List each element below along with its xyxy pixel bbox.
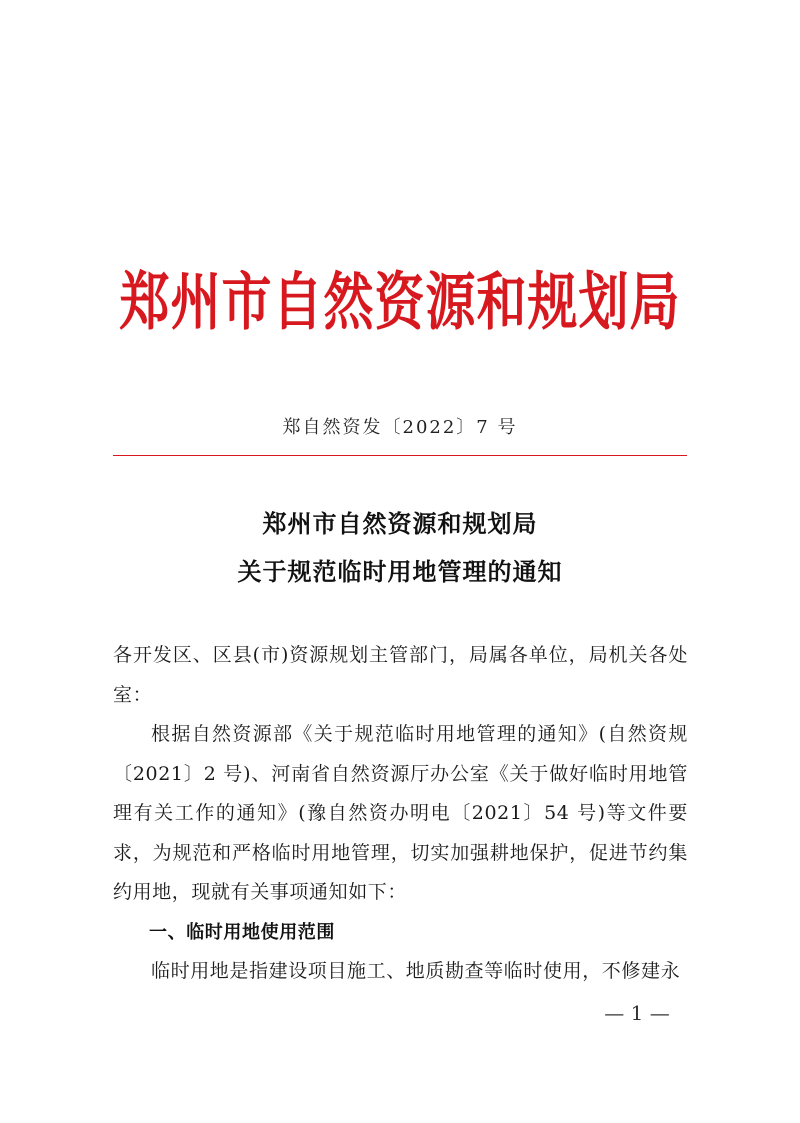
document-body: [113, 636, 688, 992]
body-paragraph-2: 临时用地是指建设项目施工、地质勘查等临时使用，不修建永: [151, 960, 681, 982]
document-title-line-2: 关于规范临时用地管理的通知: [237, 557, 563, 586]
addressee-paragraph: 各开发区、区县(市)资源规划主管部门，局属各单位，局机关各处室：: [113, 644, 688, 706]
page-number: — 1 —: [604, 1001, 670, 1025]
red-separator-line: [113, 455, 687, 456]
document-title-line-1: 郑州市自然资源和规划局: [262, 509, 538, 538]
document-number: 郑自然资发〔2022〕7 号: [282, 417, 518, 438]
body-paragraph-1: 根据自然资源部《关于规范临时用地管理的通知》(自然资规〔2021〕2 号)、河南省自然资源厅办公室《关于做好临时用地管理有关工作的通知》(豫自然资办明电〔2021〕54 号)等文件要求，为规范和严格临时用地管理，切实加强耕地保护，促进节约集约用地，现就有关事项通知如下：: [113, 723, 688, 903]
section-heading-1: 一、临时用地使用范围: [149, 921, 335, 943]
letterhead-org-name: 郑州市自然资源和规划局: [119, 264, 681, 339]
